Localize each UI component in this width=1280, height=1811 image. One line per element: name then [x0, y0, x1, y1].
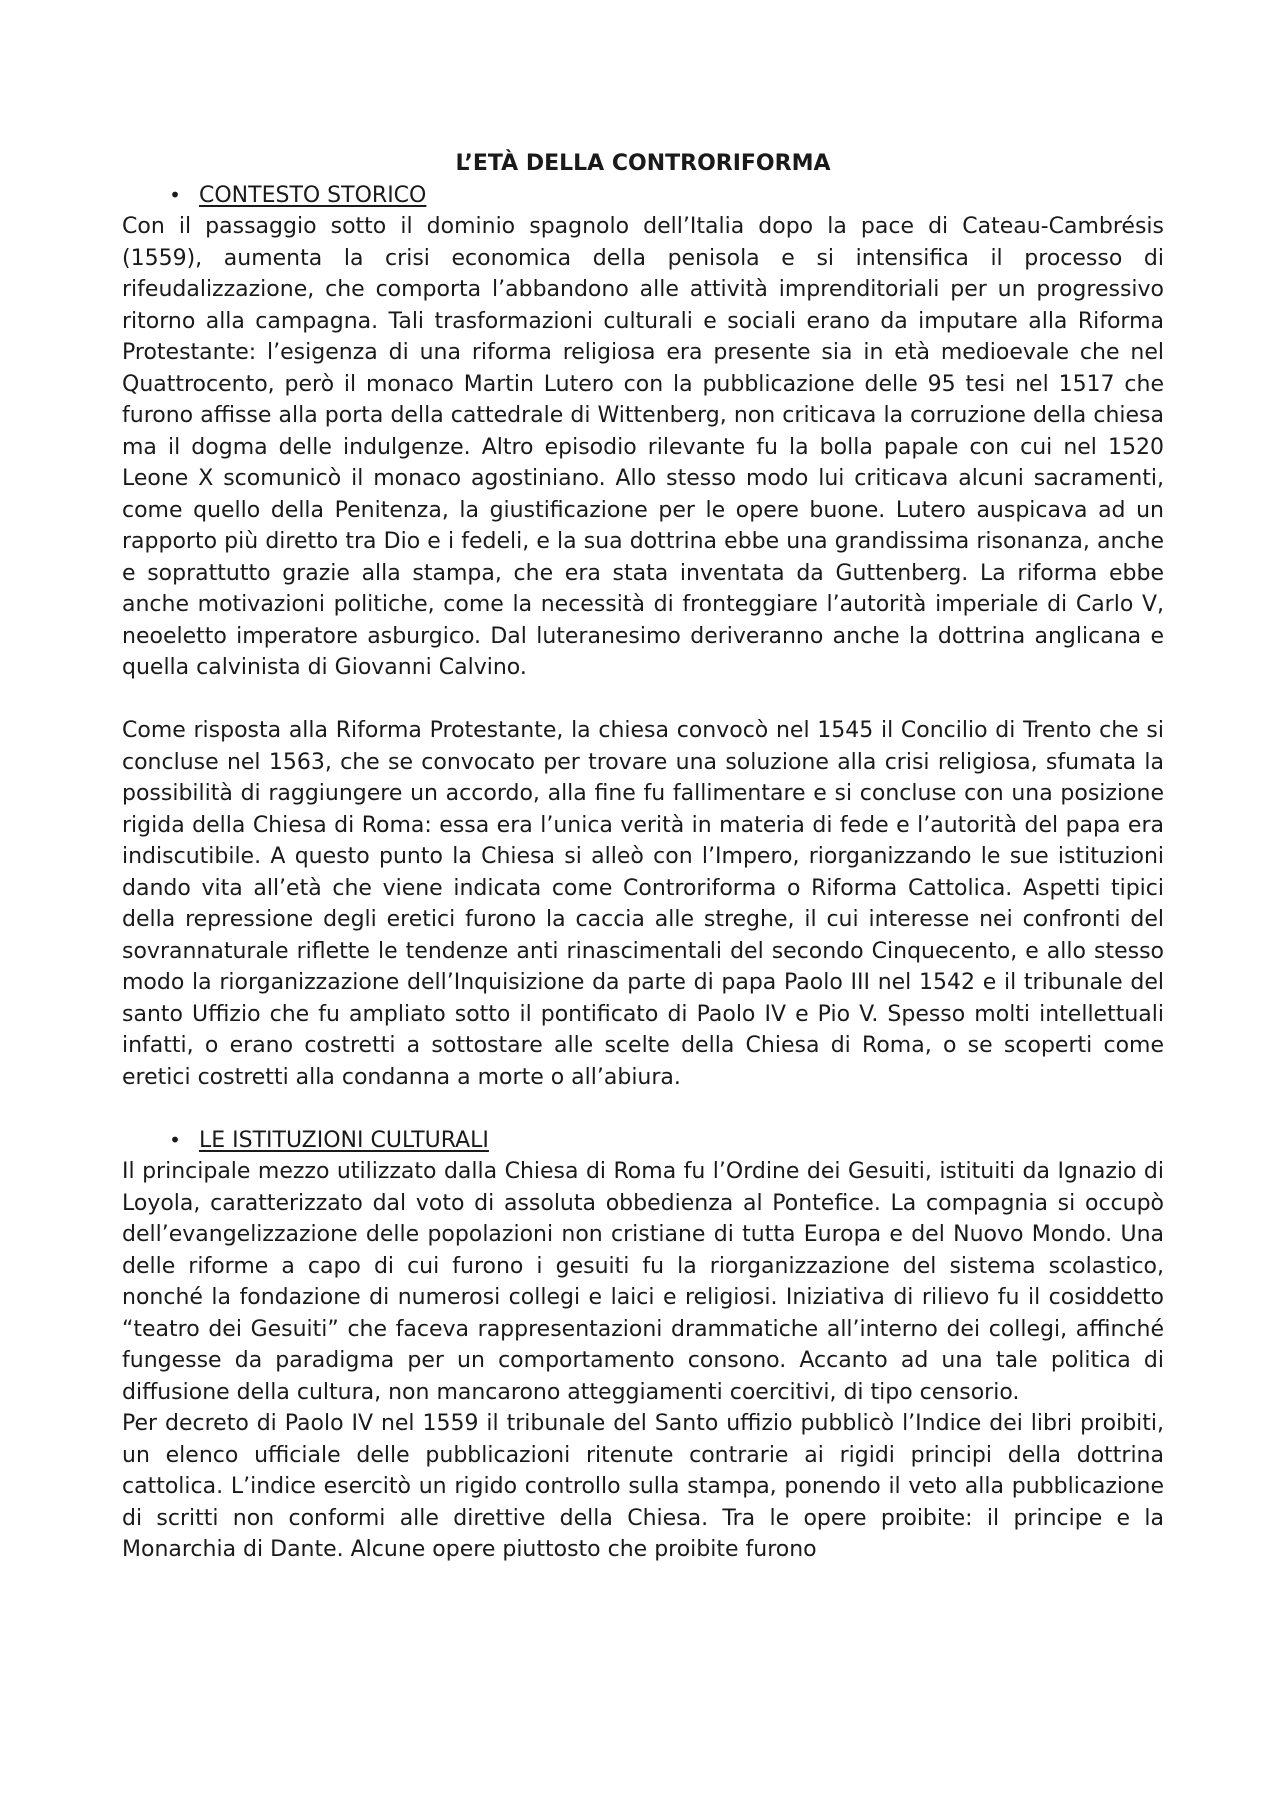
paragraph-spacer [122, 1093, 1164, 1125]
paragraph: Come risposta alla Riforma Protestante, la chiesa convocò nel 1545 il Concilio di Trento che si concluse nel 1563, che se convocato per trovare una soluzione alla crisi religiosa, sfumata la possibilità di raggiungere un accordo, alla fine fu fallimentare e si concluse con una posizione rigida della Chiesa di Roma: essa era l’unica verità in materia di fede e l’autorità del papa era indiscutibile. A questo punto la Chiesa si alleò con l’Impero, riorganizzando le sue istituzioni dando vita all’età che viene indicata come Controriforma o Riforma Cattolica. Aspetti tipici della repressione degli eretici furono la caccia alle streghe, il cui interesse nei confronti del sovrannaturale riflette le tendenze anti rinascimentali del secondo Cinquecento, e allo stesso modo la riorganizzazione dell’Inquisizione da parte di papa Paolo III nel 1542 e il tribunale del santo Uffizio che fu ampliato sotto il pontificato di Paolo IV e Pio V. Spesso molti intellettuali infatti, o erano costretti a sottostare alle scelte della Chiesa di Roma, o se scoperti come eretici costretti alla condanna a morte o all’abiura. [122, 718, 1164, 1090]
paragraph: Con il passaggio sotto il dominio spagnolo dell’Italia dopo la pace di Cateau-Cambrésis (1559), aumenta la crisi economica della penisola e si intensifica il processo di rifeudalizzazione, che comporta l’abbandono alle attività imprenditoriali per un progressivo ritorno alla campagna. Tali trasformazioni culturali e sociali erano da imputare alla Riforma Protestante: l’esigenza di una riforma religiosa era presente sia in età medioevale che nel Quattrocento, però il monaco Martin Lutero con la pubblicazione delle 95 tesi nel 1517 che furono affisse alla porta della cattedrale di Wittenberg, non criticava la corruzione della chiesa ma il dogma delle indulgenze. Altro episodio rilevante fu la bolla papale con cui nel 1520 Leone X scomunicò il monaco agostiniano. Allo stesso modo lui criticava alcuni sacramenti, come quello della Penitenza, la giustificazione per le opere buone. Lutero auspicava ad un rapporto più diretto tra Dio e i fedeli, e la sua dottrina ebbe una grandissima risonanza, anche e soprattutto grazie alla stampa, che era stata inventata da Guttenberg. La riforma ebbe anche motivazioni politiche, come la necessità di fronteggiare l’autorità imperiale di Carlo V, neoeletto imperatore asburgico. Dal luteranesimo deriveranno anche la dottrina anglicana e quella calvinista di Giovanni Calvino. [122, 214, 1164, 680]
paragraph: Il principale mezzo utilizzato dalla Chiesa di Roma fu l’Ordine dei Gesuiti, istituiti da Ignazio di Loyola, caratterizzato dal voto di assoluta obbedienza al Pontefice. La compagnia si occupò dell’evangelizzazione delle popolazioni non cristiane di tutta Europa e del Nuovo Mondo. Una delle riforme a capo di cui furono i gesuiti fu la riorganizzazione del sistema scolastico, nonché la fondazione di numerosi collegi e laici e religiosi. Iniziativa di rilievo fu il cosiddetto “teatro dei Gesuiti” che faceva rappresentazioni drammatiche all’interno dei collegi, affinché fungesse da paradigma per un comportamento consono. Accanto ad una tale politica di diffusione della cultura, non mancarono atteggiamenti coercitivi, di tipo censorio. [122, 1159, 1164, 1405]
document-title: L’ETÀ DELLA CONTRORIFORMA [455, 151, 831, 176]
section-heading-text: LE ISTITUZIONI CULTURALI [199, 1127, 489, 1153]
section-heading-istituzioni-culturali [122, 1125, 1164, 1157]
section-heading-contesto-storico [122, 180, 1164, 212]
document-page [122, 148, 1164, 1566]
section-heading-text: CONTESTO STORICO [199, 182, 427, 208]
bullet-icon: • [169, 182, 181, 207]
bullet-icon: • [169, 1127, 181, 1152]
paragraph-spacer [122, 684, 1164, 716]
paragraph: Per decreto di Paolo IV nel 1559 il tribunale del Santo uffizio pubblicò l’Indice dei libri proibiti, un elenco ufficiale delle pubblicazioni ritenute contrarie ai rigidi principi della dottrina cattolica. L’indice esercitò un rigido controllo sulla stampa, ponendo il veto alla pubblicazione di scritti non conformi alle direttive della Chiesa. Tra le opere proibite: il principe e la Monarchia di Dante. Alcune opere piuttosto che proibite furono [122, 1411, 1164, 1562]
